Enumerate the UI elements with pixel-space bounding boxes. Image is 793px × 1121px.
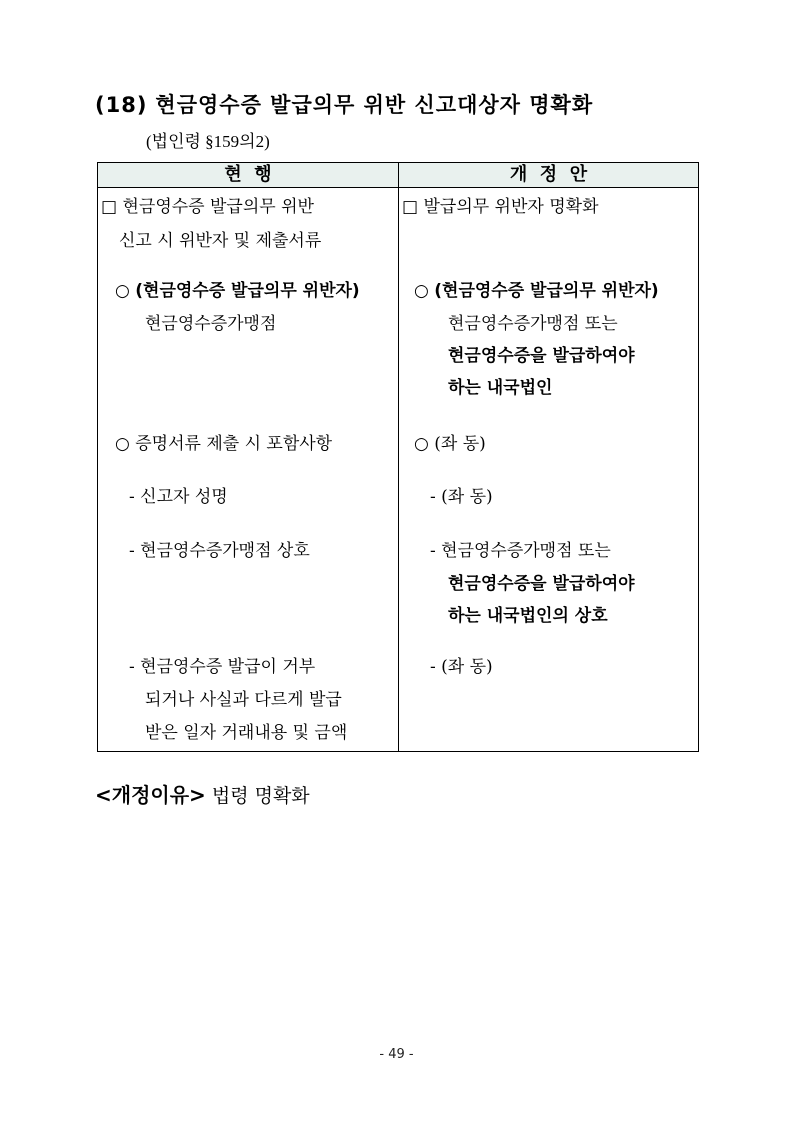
current-bullet1-title: ○ (현금영수증 발급의무 위반자) [115,281,360,301]
section-title [95,89,593,119]
circle-bullet-icon: ○ [115,434,130,454]
circle-bullet-icon: ○ [414,281,429,301]
proposed-bullet1-line3: 하는 내국법인 [448,378,553,398]
proposed-item-line1: □ 발급의무 위반자 명확화 [402,197,599,217]
proposed-dash2-line3: 하는 내국법인의 상호 [448,606,608,626]
proposed-bullet1-line1: 현금영수증가맹점 또는 [448,314,618,334]
revision-reason-text: 법령 명확화 [211,785,310,807]
section-title-text: 현금영수증 발급의무 위반 신고대상자 명확화 [155,93,594,117]
current-item-line1: □ 현금영수증 발급의무 위반 [101,197,314,217]
comparison-table [97,162,699,752]
current-bullet2-title: ○ 증명서류 제출 시 포함사항 [115,434,333,454]
current-dash1: - 신고자 성명 [129,487,228,507]
circle-bullet-icon: ○ [115,281,130,301]
proposed-dash2-line1: - 현금영수증가맹점 또는 [430,541,611,561]
header-current: 현 행 [224,164,272,185]
current-dash3-line3: 받은 일자 거래내용 및 금액 [145,723,348,743]
current-dash3-line1: - 현금영수증 발급이 거부 [129,657,316,677]
section-subtitle: (법인령 §159의2) [146,132,270,151]
proposed-bullet1-title: ○ (현금영수증 발급의무 위반자) [414,281,659,301]
current-dash3-line2: 되거나 사실과 다르게 발급 [145,690,342,710]
proposed-dash2-line2: 현금영수증을 발급하여야 [448,574,635,594]
revision-reason-label: <개정이유> [95,783,206,807]
circle-bullet-icon: ○ [414,434,429,454]
section-number: (18) [95,93,148,117]
proposed-bullet2-title: ○ (좌 동) [414,434,486,454]
proposed-dash3: - (좌 동) [430,657,493,677]
proposed-bullet1-line2: 현금영수증을 발급하여야 [448,346,635,366]
column-divider [398,163,399,751]
current-bullet1-line: 현금영수증가맹점 [145,314,277,334]
current-item-line2: 신고 시 위반자 및 제출서류 [119,231,322,251]
checkbox-icon: □ [402,197,419,217]
revision-reason [95,779,310,808]
proposed-dash1: - (좌 동) [430,487,493,507]
page-number: - 49 - [379,1047,414,1062]
header-proposed: 개 정 안 [509,164,588,185]
checkbox-icon: □ [101,197,118,217]
current-dash2: - 현금영수증가맹점 상호 [129,541,310,561]
